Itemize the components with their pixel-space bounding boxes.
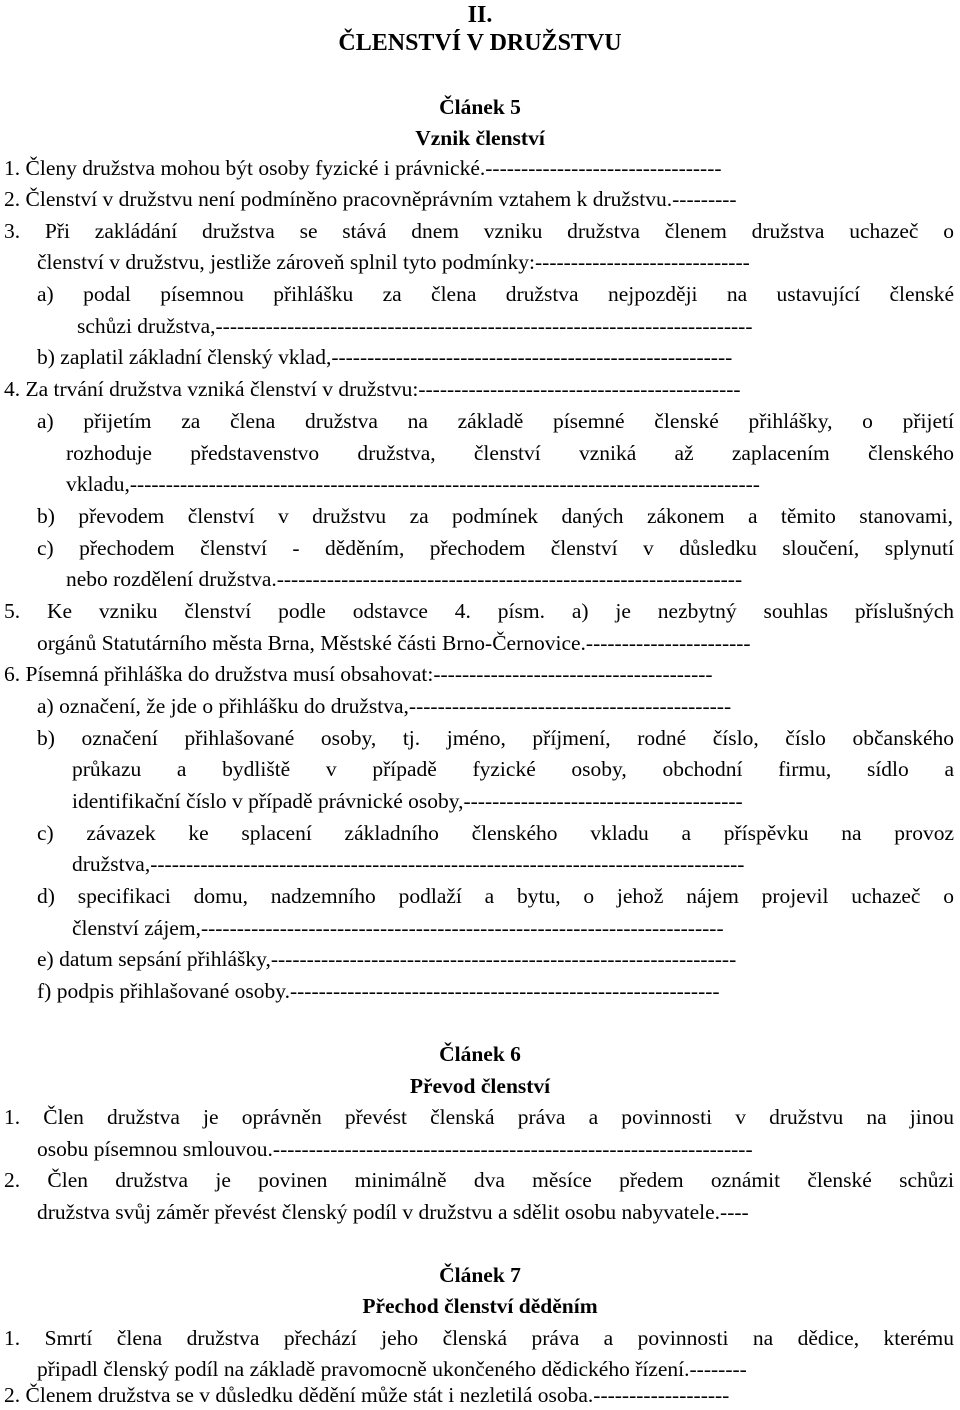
- text-line: orgánů Statutárního města Brna, Městské části Brno-Černovice.-----------------------: [37, 631, 751, 655]
- section-title: ČLENSTVÍ V DRUŽSTVU: [338, 30, 622, 56]
- text-line: 2. Člen družstva je povinen minimálně dva měsíce předem oznámit členské schůzi: [4, 1168, 954, 1192]
- text-line: členství v družstvu, jestliže zároveň splnil tyto podmínky:------------------------------: [37, 250, 750, 274]
- text-line: c) závazek ke splacení základního členského vkladu a příspěvku na provoz: [37, 821, 954, 845]
- section-number: II.: [467, 2, 493, 28]
- text-line: a) podal písemnou přihlášku za člena družstva nejpozději na ustavující členské: [37, 282, 954, 306]
- text-line: c) přechodem členství - děděním, přechodem členství v důsledku sloučení, splynutí: [37, 536, 954, 560]
- text-line: vkladu,----------------------------------------------------------------------------------------: [66, 472, 760, 496]
- text-line: 1. Smrtí člena družstva přechází jeho členská práva a povinnosti na dědice, kterému: [4, 1326, 954, 1350]
- text-line: rozhoduje představenstvo družstva, členství vzniká až zaplacením členského: [66, 441, 954, 465]
- text-line: připadl členský podíl na základě pravomocně ukončeného dědického řízení.--------: [37, 1357, 747, 1381]
- article-6-heading: Článek 6: [439, 1042, 521, 1066]
- text-line: 6. Písemná přihláška do družstva musí obsahovat:---------------------------------------: [4, 662, 713, 686]
- text-line: identifikační číslo v případě právnické osoby,---------------------------------------: [72, 789, 743, 813]
- text-line: 1. Člen družstva je oprávněn převést členská práva a povinnosti v družstvu na jinou: [4, 1105, 954, 1129]
- text-line: b) označení přihlašované osoby, tj. jméno, příjmení, rodné číslo, číslo občanského: [37, 726, 954, 750]
- text-line: osobu písemnou smlouvou.-------------------------------------------------------------------: [37, 1137, 753, 1161]
- text-line: b) zaplatil základní členský vklad,--------------------------------------------------------: [37, 345, 733, 369]
- text-line: 2. Členství v družstvu není podmíněno pracovněprávním vztahem k družstvu.---------: [4, 187, 737, 211]
- article-6-title: Převod členství: [409, 1074, 551, 1098]
- text-line: d) specifikaci domu, nadzemního podlaží a bytu, o jehož nájem projevil uchazeč o: [37, 884, 954, 908]
- text-line: f) podpis přihlašované osoby.------------------------------------------------------------: [37, 979, 720, 1003]
- text-line: 2. Členem družstva se v důsledku dědění může stát i nezletilá osoba.-------------------: [4, 1383, 730, 1407]
- text-line: b) převodem členství v družstvu za podmínek daných zákonem a těmito stanovami,: [37, 504, 953, 528]
- text-line: 3. Při zakládání družstva se stává dnem vzniku družstva členem družstva uchazeč o: [4, 219, 954, 243]
- text-line: a) přijetím za člena družstva na základě písemné členské přihlášky, o přijetí: [37, 409, 954, 433]
- text-line: 5. Ke vzniku členství podle odstavce 4. písm. a) je nezbytný souhlas příslušných: [4, 599, 954, 623]
- text-line: družstva svůj záměr převést členský podíl v družstvu a sdělit osobu nabyvatele.----: [37, 1200, 749, 1224]
- text-line: a) označení, že jde o přihlášku do družstva,---------------------------------------------: [37, 694, 732, 718]
- text-line: schůzi družstva,---------------------------------------------------------------------------: [77, 314, 753, 338]
- text-line: 1. Členy družstva mohou být osoby fyzické i právnické.---------------------------------: [4, 156, 722, 180]
- text-line: nebo rozdělení družstva.-----------------------------------------------------------------: [66, 567, 743, 591]
- text-line: e) datum sepsání přihlášky,-----------------------------------------------------------------: [37, 947, 737, 971]
- text-line: družstva,-----------------------------------------------------------------------------------: [72, 852, 745, 876]
- text-line: průkazu a bydliště v případě fyzické osoby, obchodní firmu, sídlo a: [72, 757, 954, 781]
- text-line: 4. Za trvání družstva vzniká členství v družstvu:---------------------------------------------: [4, 377, 741, 401]
- article-5-heading: Článek 5: [439, 95, 521, 119]
- article-7-heading: Článek 7: [439, 1263, 521, 1287]
- article-5-title: Vznik členství: [415, 126, 545, 150]
- article-7-title: Přechod členství děděním: [362, 1294, 598, 1318]
- text-line: členství zájem,-------------------------------------------------------------------------: [72, 916, 724, 940]
